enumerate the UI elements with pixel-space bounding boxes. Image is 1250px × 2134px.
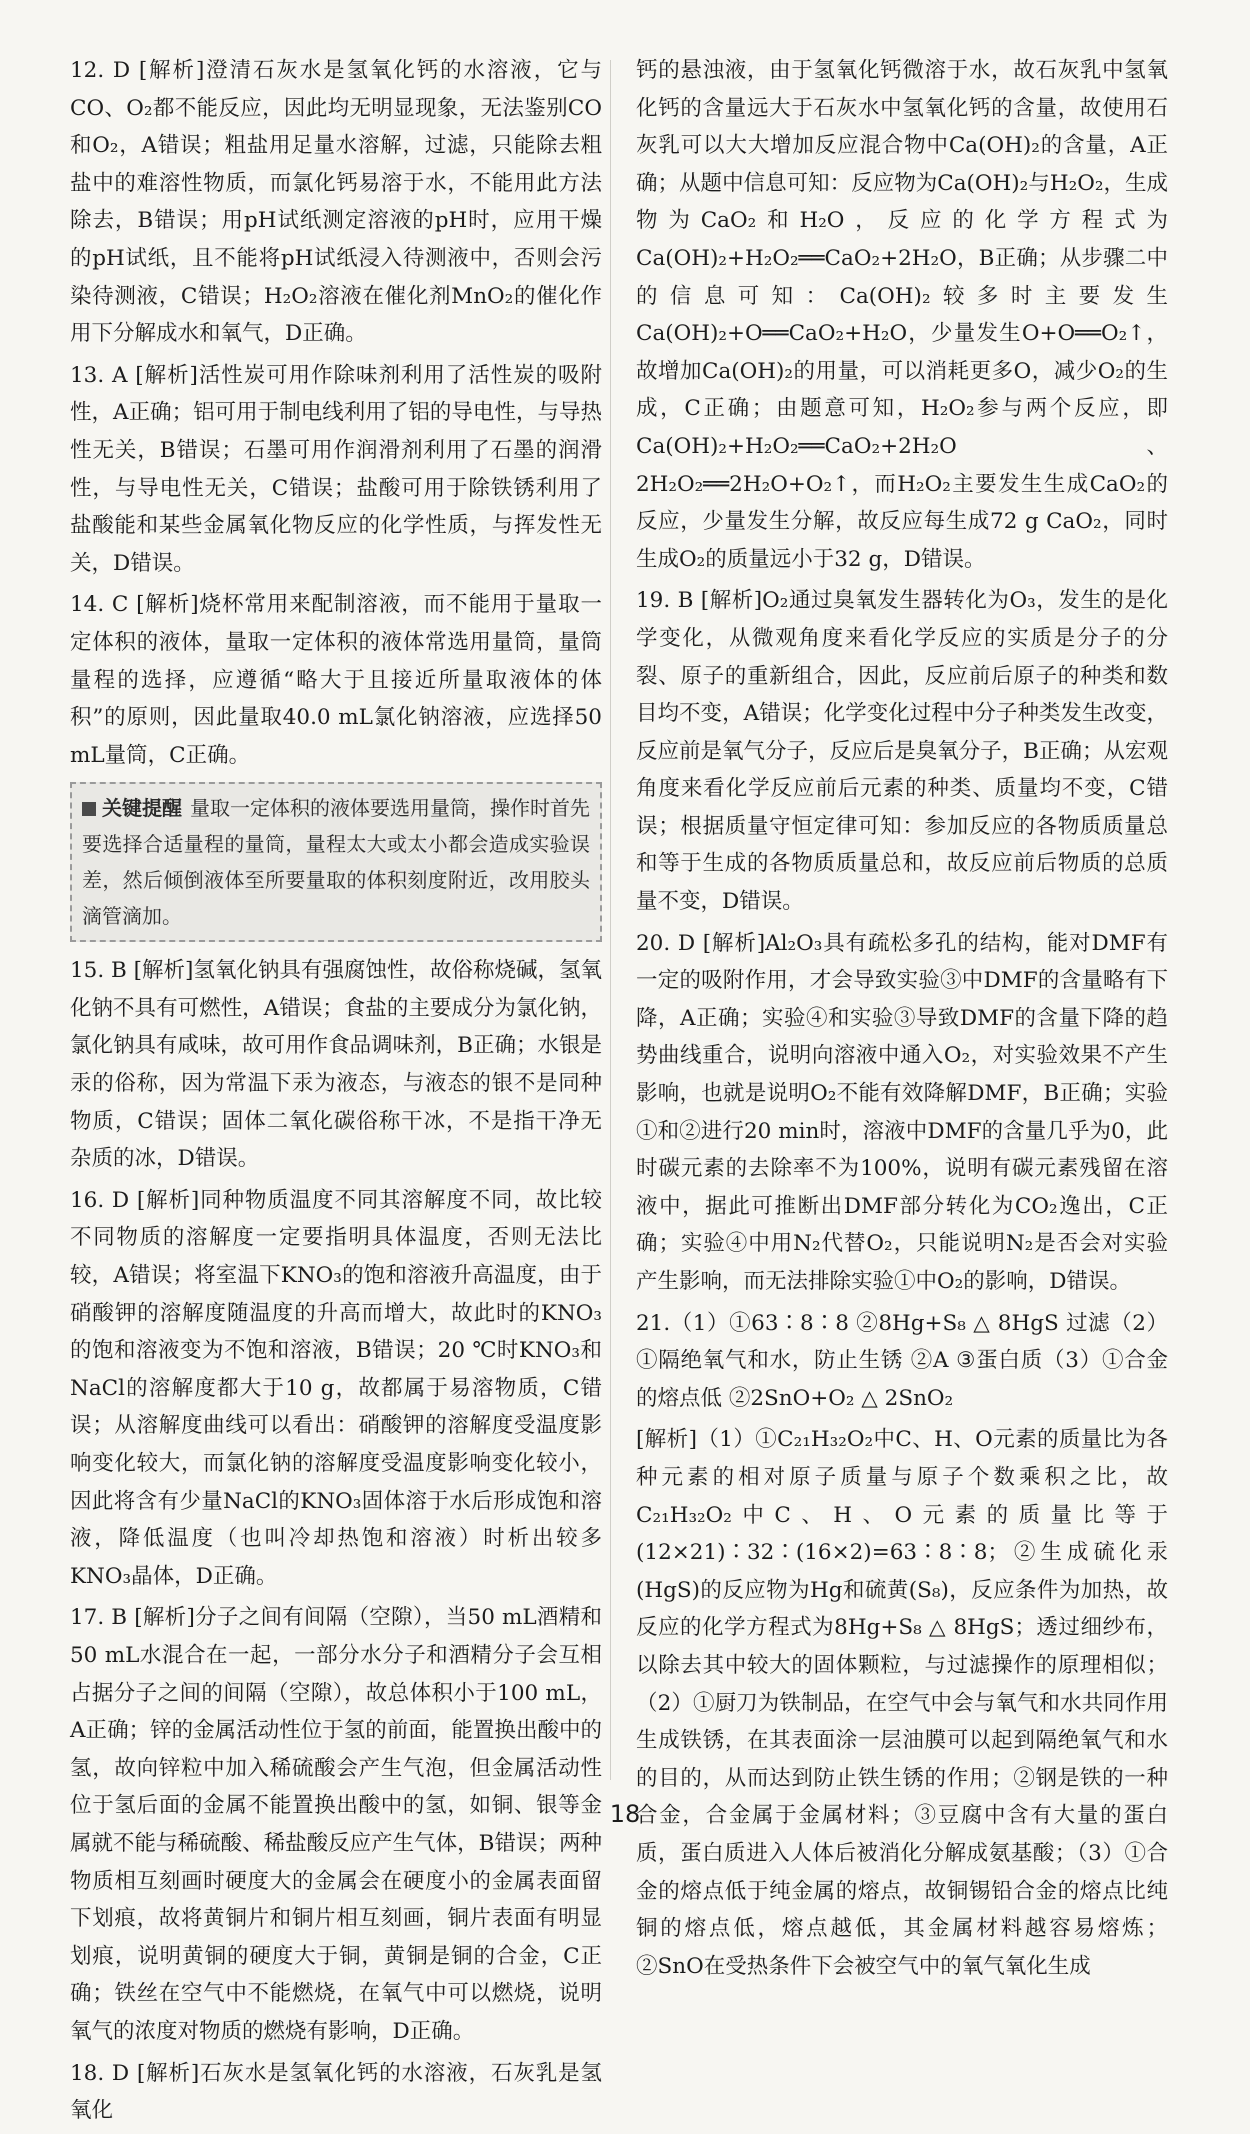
answer-19: 19. B [解析]O₂通过臭氧发生器转化为O₃，发生的是化学变化，从微观角度来看化学反应的实质是分子的分裂、原子的重新组合，因此，反应前后原子的种类和数目均不变，A错误；化学变化过程中分子种类发生改变，反应前是氧气分子，反应后是臭氧分子，B正确；从宏观角度来看化学反应前后元素的种类、质量均不变，C错误；根据质量守恒定律可知：参加反应的各物质质量总和等于生成的各物质质量总和，故反应前后物质的总质量不变，D错误。 [636,588,1168,915]
right-column [636,52,1168,1989]
answer-20: 20. D [解析]Al₂O₃具有疏松多孔的结构，能对DMF有一定的吸附作用，才会导致实验③中DMF的含量略有下降，A正确；实验④和实验③导致DMF的含量下降的趋势曲线重合，说明向溶液中通入O₂，对实验效果不产生影响，也就是说明O₂不能有效降解DMF，B正确；实验①和②进行20 min时，溶液中DMF的含量几乎为0，此时碳元素的去除率不为100%，说明有碳元素残留在溶液中，据此可推断出DMF部分转化为CO₂逸出，C正确；实验④中用N₂代替O₂，只能说明N₂是否会对实验产生影响，而无法排除实验①中O₂的影响，D错误。 [636,930,1168,1294]
answer-14: 14. C [解析]烧杯常用来配制溶液，而不能用于量取一定体积的液体，量取一定体积的液体常选用量筒，量筒量程的选择，应遵循“略大于且接近所量取液体的体积”的原则，因此量取40.0 mL氯化钠溶液，应选择50 mL量筒，C正确。 [70,592,602,768]
reminder-marker-icon [82,802,96,816]
answer-18-start: 18. D [解析]石灰水是氢氧化钙的水溶液，石灰乳是氢氧化 [70,2060,602,2124]
page-number: 18 [609,1800,641,1828]
answer-13: 13. A [解析]活性炭可用作除味剂利用了活性炭的吸附性，A正确；铝可用于制电线利用了铝的导电性，与导热性无关，B错误；石墨可用作润滑剂利用了石墨的润滑性，与导电性无关，C错误；盐酸可用于除铁锈利用了盐酸能和某些金属氧化物反应的化学性质，与挥发性无关，D错误。 [70,362,602,576]
key-reminder-box [70,782,602,942]
answer-18-continued: 钙的悬浊液，由于氢氧化钙微溶于水，故石灰乳中氢氧化钙的含量远大于石灰水中氢氧化钙的含量，故使用石灰乳可以大大增加反应混合物中Ca(OH)₂的含量，A正确；从题中信息可知：反应物为Ca(OH)₂与H₂O₂，生成物为CaO₂和H₂O，反应的化学方程式为Ca(OH)₂+H₂O₂══CaO₂+2H₂O，B正确；从步骤二中的信息可知：Ca(OH)₂较多时主要发生Ca(OH)₂+O══CaO₂+H₂O，少量发生O+O══O₂↑，故增加Ca(OH)₂的用量，可以消耗更多O，减少O₂的生成，C正确；由题意可知，H₂O₂参与两个反应，即Ca(OH)₂+H₂O₂══CaO₂+2H₂O、2H₂O₂══2H₂O+O₂↑，而H₂O₂主要发生生成CaO₂的反应，少量发生分解，故反应每生成72 g CaO₂，同时生成O₂的质量远小于32 g，D错误。 [636,58,1168,572]
answer-15: 15. B [解析]氢氧化钠具有强腐蚀性，故俗称烧碱，氢氧化钠不具有可燃性，A错误；食盐的主要成分为氯化钠，氯化钠具有咸味，故可用作食品调味剂，B正确；水银是汞的俗称，因为常温下汞为液态，与液态的银不是同种物质，C错误；固体二氧化碳俗称干冰，不是指干净无杂质的冰，D错误。 [70,958,602,1172]
key-reminder-body: 量取一定体积的液体要选用量筒，操作时首先要选择合适量程的量筒，量程太大或太小都会造成实验误差，然后倾倒液体至所要量取的体积刻度附近，改用胶头滴管滴加。 [82,796,590,929]
answer-16: 16. D [解析]同种物质温度不同其溶解度不同，故比较不同物质的溶解度一定要指明具体温度，否则无法比较，A错误；将室温下KNO₃的饱和溶液升高温度，由于硝酸钾的溶解度随温度的升高而增大，故此时的KNO₃的饱和溶液变为不饱和溶液，B错误；20 ℃时KNO₃和NaCl的溶解度都大于10 g，故都属于易溶物质，C错误；从溶解度曲线可以看出：硝酸钾的溶解度受温度影响变化较大，而氯化钠的溶解度受温度影响变化较小，因此将含有少量NaCl的KNO₃固体溶于水后形成饱和溶液，降低温度（也叫冷却热饱和溶液）时析出较多KNO₃晶体，D正确。 [70,1187,602,1589]
answer-12: 12. D [解析]澄清石灰水是氢氧化钙的水溶液，它与CO、O₂都不能反应，因此均无明显现象，无法鉴别CO和O₂，A错误；粗盐用足量水溶解，过滤，只能除去粗盐中的难溶性物质，而氯化钙易溶于水，不能用此方法除去，B错误；用pH试纸测定溶液的pH时，应用干燥的pH试纸，且不能将pH试纸浸入待测液中，否则会污染待测液，C错误；H₂O₂溶液在催化剂MnO₂的催化作用下分解成水和氧气，D正确。 [70,58,602,347]
column-divider [610,60,611,1780]
answer-21: 21.（1）①63∶8∶8 ②8Hg+S₈ △ 8HgS 过滤（2）①隔绝氧气和水，防止生锈 ②A ③蛋白质（3）①合金的熔点低 ②2SnO+O₂ △ 2SnO₂ [636,1310,1168,1411]
answer-17: 17. B [解析]分子之间有间隔（空隙），当50 mL酒精和50 mL水混合在一起，一部分水分子和酒精分子会互相占据分子之间的间隔（空隙），故总体积小于100 mL，A正确；锌的金属活动性位于氢的前面，能置换出酸中的氢，故向锌粒中加入稀硫酸会产生气泡，但金属活动性位于氢后面的金属不能置换出酸中的氢，如铜、银等金属就不能与稀硫酸、稀盐酸反应产生气体，B错误；两种物质相互刻画时硬度大的金属会在硬度小的金属表面留下划痕，故将黄铜片和铜片相互刻画，铜片表面有明显划痕，说明黄铜的硬度大于铜，黄铜是铜的合金，C正确；铁丝在空气中不能燃烧，在氧气中可以燃烧，说明氧气的浓度对物质的燃烧有影响，D正确。 [70,1605,602,2044]
answer-21-analysis: [解析]（1）①C₂₁H₃₂O₂中C、H、O元素的质量比为各种元素的相对原子质量与原子个数乘积之比，故C₂₁H₃₂O₂中C、H、O元素的质量比等于(12×21)∶32∶(16×2)=63∶8∶8；②生成硫化汞(HgS)的反应物为Hg和硫黄(S₈)，反应条件为加热，故反应的化学方程式为8Hg+S₈ △ 8HgS；透过细纱布，以除去其中较大的固体颗粒，与过滤操作的原理相似；（2）①厨刀为铁制品，在空气中会与氧气和水共同作用生成铁锈，在其表面涂一层油膜可以起到隔绝氧气和水的目的，从而达到防止铁生锈的作用；②钢是铁的一种合金，合金属于金属材料；③豆腐中含有大量的蛋白质，蛋白质进入人体后被消化分解成氨基酸；（3）①合金的熔点低于纯金属的熔点，故铜锡铅合金的熔点比纯铜的熔点低，熔点越低，其金属材料越容易熔炼；②SnO在受热条件下会被空气中的氧气氧化生成 [636,1427,1168,1979]
key-reminder-title: 关键提醒 [102,796,182,821]
